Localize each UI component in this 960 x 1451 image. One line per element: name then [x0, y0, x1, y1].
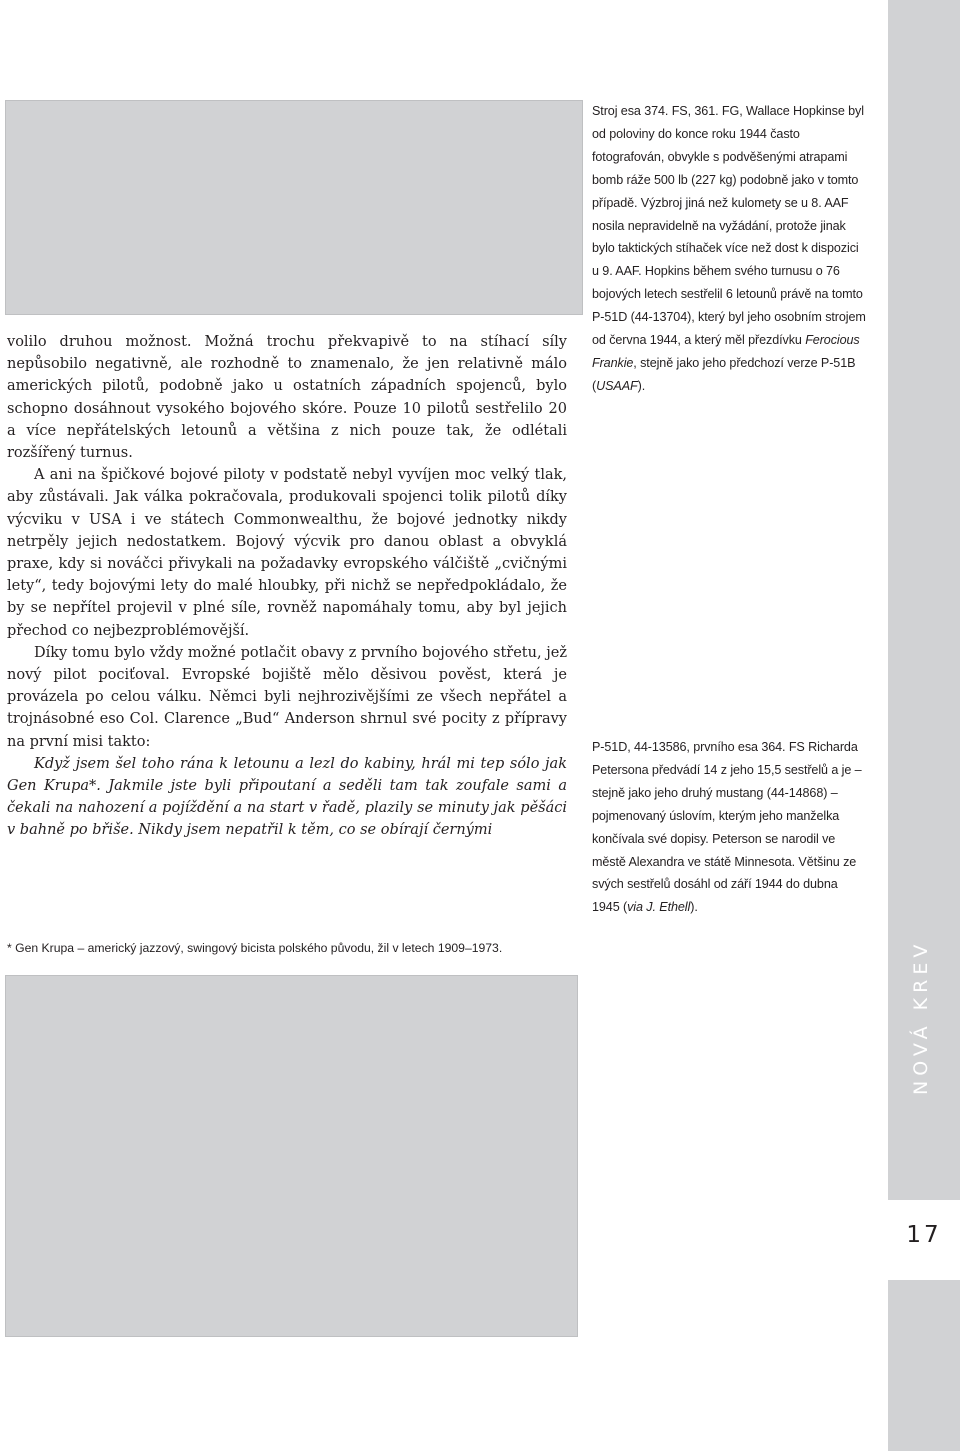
caption-bottom [592, 736, 867, 919]
caption-bottom-italic-1: via J. Ethell [627, 900, 691, 915]
photo-top [5, 100, 583, 315]
caption-bottom-text-2: ). [690, 900, 698, 915]
page-number: 17 [906, 1222, 942, 1248]
paragraph-1: volilo druhou možnost. Možná trochu překvapivě to na stíhací síly nepůsobilo negativně, ale rozhodně to znamenalo, že jen relativně málo amerických pilotů, podobně jako u ostatních západních spojenců, bylo schopno dosáhnout vysokého bojového skóre. Pouze 10 pilotů sestřelilo 20 a více nepřátelských letounů a většina z nich pouze tak, že odlétali rozšířený turnus. [7, 334, 567, 462]
caption-top-text-3: ). [637, 378, 646, 393]
paragraph-2: A ani na špičkové bojové piloty v podstatě nebyl vyvíjen moc velký tlak, aby zůstávali. Jak válka pokračovala, produkovali spojenci tolik pilotů díky výcviku v USA i ve státech Commonwealthu, že bojové jednotky nikdy netrpěly jejich nedostatkem. Bojový výcvik pro danou oblast a obvyklá praxe, kdy si nováčci přivykali na požadavky evropského válčiště „cvičnými lety“, tedy bojovými lety do malé hloubky, při nichž se nepředpokládalo, že by se nepřítel projevil v plné síle, rovněž napomáhaly tomu, aby byl jejich přechod co nejbezproblémovější. [7, 467, 567, 639]
caption-top-italic-1: Ferocious Frankie [592, 333, 860, 370]
footnote: * Gen Krupa – americký jazzový, swingový bicista polského původu, žil v letech 1909–1973. [7, 941, 503, 955]
paragraph-3: Díky tomu bylo vždy možné potlačit obavy z prvního bojového střetu, jež nový pilot pociťoval. Evropské bojiště mělo děsivou pověst, která je provázela po celou válku. Němci byli nejhrozivějšími ze všech nepřátel a trojnásobné eso Col. Clarence „Bud“ Anderson shrnul své pocity z přípravy na první misi takto: [7, 644, 567, 750]
photo-bottom [5, 975, 578, 1337]
caption-top [592, 100, 867, 398]
caption-top-italic-2: USAAF [596, 378, 638, 393]
magazine-title: NOVÁ KREV [910, 939, 932, 1095]
quote-paragraph: Když jsem šel toho rána k letounu a lezl do kabiny, hrál mi tep sólo jak Gen Krupa*. Jakmile jste byli připoutaní a seděli tam tak zoufale sami a čekali na nahození a pojíždění a na start v řadě, plazily se minuty jak pěšáci v bahně po břiše. Nikdy jsem nepatřil k těm, co se obírají černými [7, 755, 567, 839]
caption-bottom-text-1: P-51D, 44-13586, prvního esa 364. FS Richarda Petersona předvádí 14 z jeho 15,5 sestřelů a je – stejně jako jeho druhý mustang (44-14868) – pojmenovaný úslovím, kterým jeho manželka končívala své dopisy. Peterson se narodil ve městě Alexandra ve státě Minnesota. Většinu ze svých sestřelů dosáhl od září 1944 do dubna 1945 ( [592, 740, 862, 915]
caption-top-text-2: , stejně jako jeho předchozí verze P-51B ( [592, 355, 856, 393]
caption-top-text-1: Stroj esa 374. FS, 361. FG, Wallace Hopkinse byl od poloviny do konce roku 1944 často fotografován, obvykle s podvěšenými atrapami bomb ráže 500 lb (227 kg) podobně jako v tomto případě. Výzbroj jiná než kulomety se u 8. AAF nosila nepravidelně na vyžádání, protože jinak bylo taktických stíhaček více než dost k dispozici u 9. AAF. Hopkins během svého turnusu o 76 bojových letech sestřelil 6 letounů právě na tomto P-51D (44-13704), který byl jeho osobním strojem od června 1944, a který měl přezdívku [592, 104, 866, 348]
main-article-text [7, 331, 567, 842]
